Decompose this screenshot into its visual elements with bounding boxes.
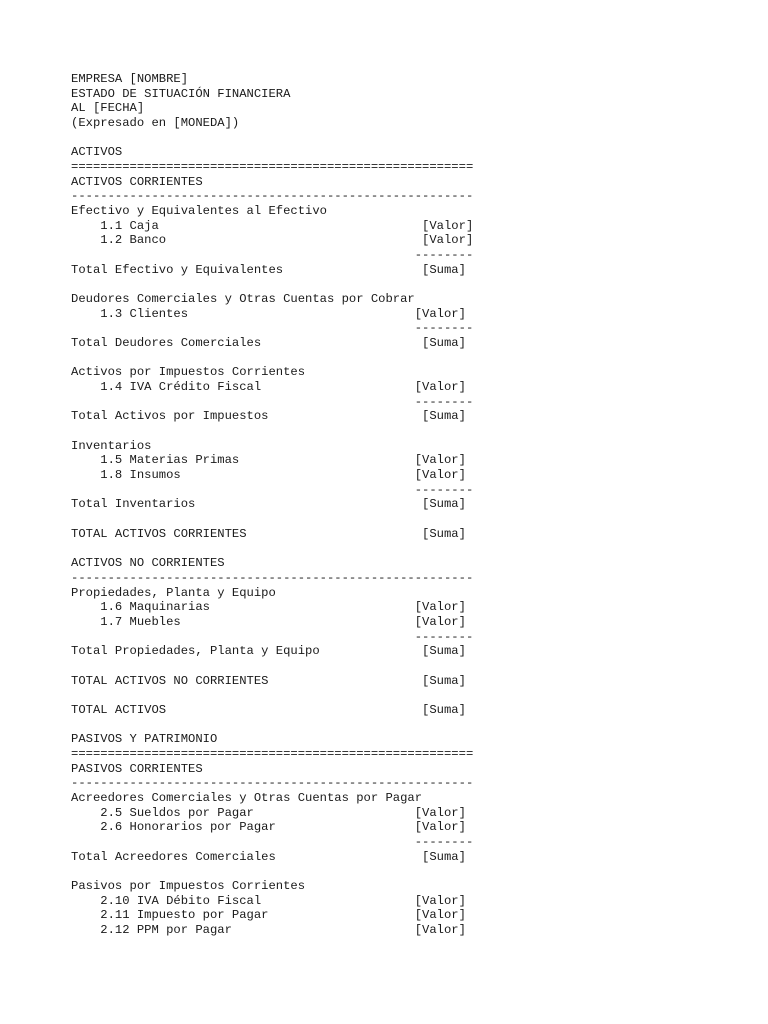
statement-line: --------	[71, 321, 474, 336]
statement-line: PASIVOS Y PATRIMONIO	[71, 732, 218, 747]
statement-line: 2.11 Impuesto por Pagar [Valor]	[71, 908, 466, 923]
statement-line	[71, 688, 473, 703]
statement-line: --------	[71, 482, 474, 497]
statement-line: 2.5 Sueldos por Pagar [Valor]	[71, 805, 466, 820]
statement-line: 1.5 Materias Primas [Valor]	[71, 453, 466, 468]
statement-line: Total Propiedades, Planta y Equipo [Suma]	[71, 644, 466, 659]
statement-line: Inventarios	[71, 438, 152, 453]
statement-line: Propiedades, Planta y Equipo	[71, 585, 276, 600]
statement-line: TOTAL ACTIVOS CORRIENTES [Suma]	[71, 526, 466, 541]
statement-line: TOTAL ACTIVOS [Suma]	[71, 702, 466, 717]
statement-line	[71, 512, 473, 527]
statement-line: --------	[71, 629, 474, 644]
statement-line	[71, 718, 473, 733]
statement-line: AL [FECHA]	[71, 101, 145, 116]
statement-line: 1.7 Muebles [Valor]	[71, 614, 466, 629]
statement-line: Acreedores Comerciales y Otras Cuentas por Pagar	[71, 790, 423, 805]
statement-line: -------------------------------------------------------	[71, 570, 474, 585]
statement-line: Total Deudores Comerciales [Suma]	[71, 336, 466, 351]
statement-line: 2.10 IVA Débito Fiscal [Valor]	[71, 893, 466, 908]
statement-line: ACTIVOS CORRIENTES	[71, 174, 203, 189]
statement-line: EMPRESA [NOMBRE]	[71, 72, 189, 86]
statement-line: 2.12 PPM por Pagar [Valor]	[71, 922, 466, 937]
statement-line: Efectivo y Equivalentes al Efectivo	[71, 204, 327, 219]
statement-line: 1.6 Maquinarias [Valor]	[71, 600, 466, 615]
statement-line: --------	[71, 834, 474, 849]
statement-line	[71, 542, 473, 557]
statement-line: Pasivos por Impuestos Corrientes	[71, 878, 306, 893]
statement-line: Total Acreedores Comerciales [Suma]	[71, 849, 466, 864]
statement-line	[71, 659, 473, 674]
statement-line: 1.1 Caja [Valor]	[71, 218, 474, 233]
financial-statement-text	[71, 72, 473, 938]
statement-line: Deudores Comerciales y Otras Cuentas por Cobrar	[71, 292, 415, 307]
statement-line: 1.2 Banco [Valor]	[71, 233, 474, 248]
statement-line	[71, 424, 473, 439]
statement-line: ESTADO DE SITUACIÓN FINANCIERA	[71, 86, 291, 101]
statement-line: -------------------------------------------------------	[71, 189, 474, 204]
statement-line: =======================================================	[71, 160, 474, 175]
statement-line: --------	[71, 394, 474, 409]
statement-line: PASIVOS CORRIENTES	[71, 761, 203, 776]
statement-line	[71, 864, 473, 879]
statement-line: Activos por Impuestos Corrientes	[71, 365, 306, 380]
statement-line: =======================================================	[71, 746, 474, 761]
statement-line: 1.4 IVA Crédito Fiscal [Valor]	[71, 380, 466, 395]
statement-line	[71, 277, 473, 292]
statement-line: (Expresado en [MONEDA])	[71, 116, 240, 131]
statement-line	[71, 131, 473, 146]
statement-line: Total Activos por Impuestos [Suma]	[71, 409, 466, 424]
statement-line: 1.3 Clientes [Valor]	[71, 306, 466, 321]
statement-line: --------	[71, 248, 474, 263]
statement-line: Total Inventarios [Suma]	[71, 497, 466, 512]
statement-line: TOTAL ACTIVOS NO CORRIENTES [Suma]	[71, 673, 466, 688]
statement-line: 1.8 Insumos [Valor]	[71, 468, 466, 483]
statement-line	[71, 351, 473, 366]
statement-line: ACTIVOS	[71, 145, 123, 160]
statement-line: Total Efectivo y Equivalentes [Suma]	[71, 262, 466, 277]
statement-line: 2.6 Honorarios por Pagar [Valor]	[71, 820, 466, 835]
statement-line: -------------------------------------------------------	[71, 776, 474, 791]
statement-line: ACTIVOS NO CORRIENTES	[71, 556, 225, 571]
